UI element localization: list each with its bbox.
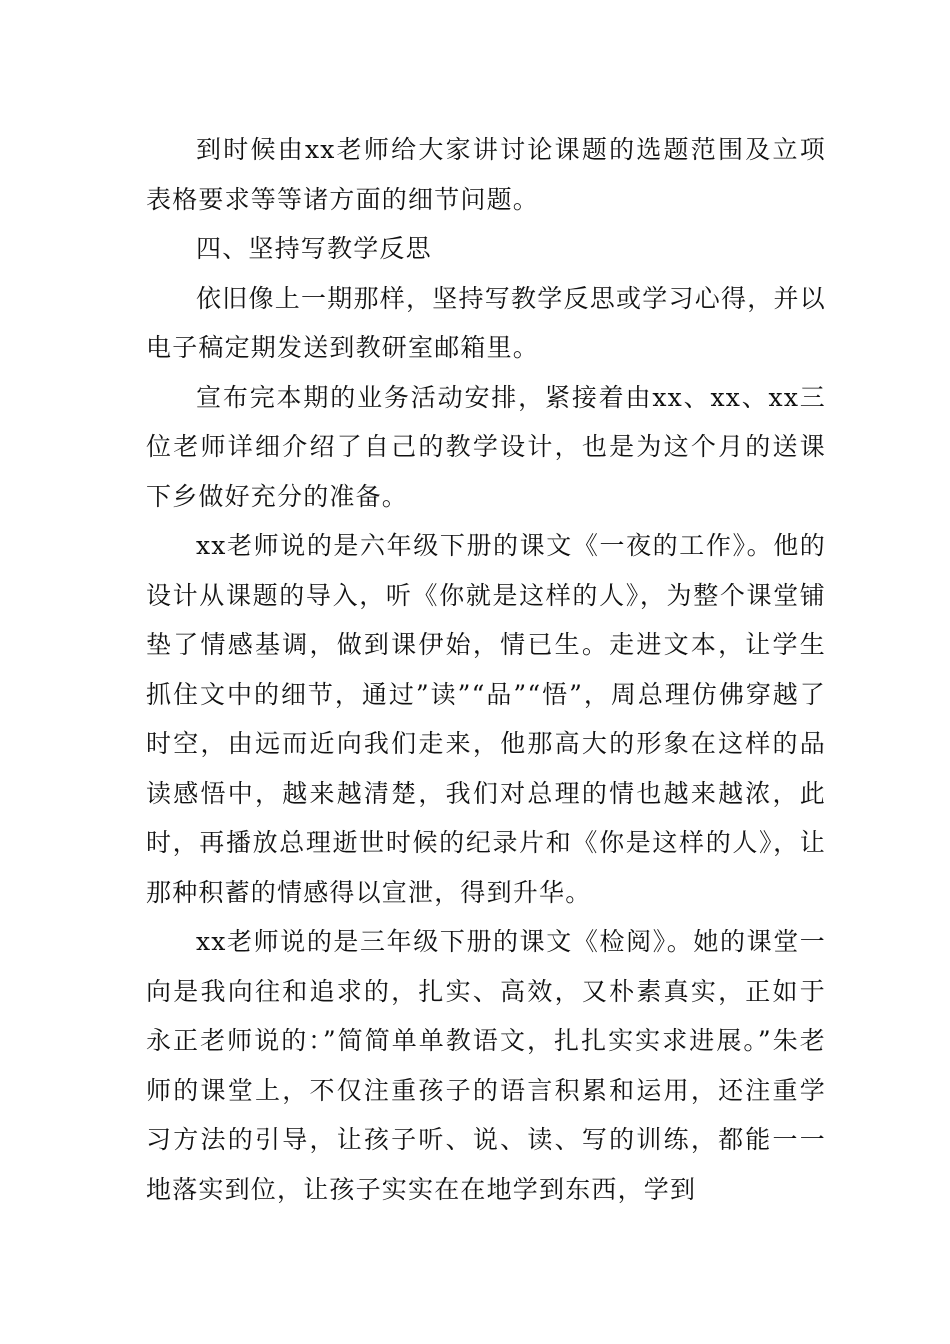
paragraph-lesson-one-night: xx老师说的是六年级下册的课文《一夜的工作》。他的设计从课题的导入，听《你就是这样的人》，为整个课堂铺垫了情感基调，做到课伊始，情已生。走进文本，让学生抓住文中的细节，通过”读”“品”“悟”，周总理仿佛穿越了时空，由远而近向我们走来，他那高大的形象在这样的品读感悟中，越来越清楚，我们对总理的情也越来越浓，此时，再播放总理逝世时候的纪录片和《你是这样的人》，让那种积蓄的情感得以宣泄，得到升华。 [146, 531, 826, 907]
section-heading-reflection: 四、坚持写教学反思 [196, 234, 432, 263]
paragraph-reflection: 依旧像上一期那样，坚持写教学反思或学习心得，并以电子稿定期发送到教研室邮箱里。 [146, 283, 826, 362]
paragraph-topic-details: 到时候由xx老师给大家讲讨论课题的选题范围及立项表格要求等等诸方面的细节问题。 [146, 135, 826, 214]
paragraph-activity-arrangement: 宣布完本期的业务活动安排，紧接着由xx、xx、xx三位老师详细介绍了自己的教学设计，也是为这个月的送课下乡做好充分的准备。 [146, 382, 826, 511]
body-text [146, 125, 826, 1214]
paragraph-lesson-review: xx老师说的是三年级下册的课文《检阅》。她的课堂一向是我向往和追求的，扎实、高效，又朴素真实，正如于永正老师说的：”简简单单教语文，扎扎实实求进展。”朱老师的课堂上，不仅注重孩子的语言积累和运用，还注重学习方法的引导，让孩子听、说、读、写的训练，都能一一地落实到位，让孩子实实在在地学到东西，学到 [146, 927, 826, 1204]
